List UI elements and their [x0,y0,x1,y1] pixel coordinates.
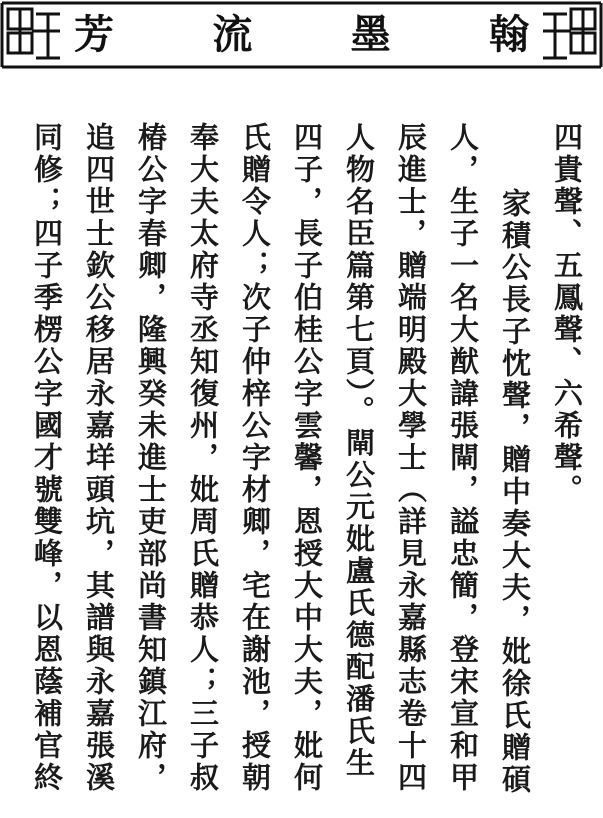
text-column-11: 同修；四子季楞公字國才號雙峰，以恩蔭補官終 [30,122,64,794]
text-column-5: 人物名臣篇第七頁）。閘公元妣盧氏德配潘氏生 [342,122,376,780]
text-column-2: 家積公長子忱聲，贈中奏大夫，妣徐氏贈碩 [498,188,532,796]
title-char-3: 墨 [350,11,391,58]
text-column-7: 氏贈令人；次子仲梓公字材卿，宅在謝池，授朝 [238,122,272,794]
text-column-4: 辰進士，贈端明殿大學士（詳見永嘉縣志卷十四 [394,122,428,794]
title-char-1: 芳 [74,11,114,58]
title-char-2: 流 [212,11,253,58]
text-column-1: 四貴聲、五鳳聲、六希聲。 [550,122,584,506]
text-column-8: 奉大夫太府寺丞知復州，妣周氏贈恭人；三子叔 [186,122,220,794]
text-column-3: 人，生子一名大猷諱張閘，謚忠簡，登宋宣和甲 [446,122,480,794]
text-column-6: 四子，長子伯桂公字雲馨，恩授大中大夫，妣何 [290,122,324,794]
text-column-9: 椿公字春卿，隆興癸未進士吏部尚書知鎮江府， [134,122,168,794]
text-column-10: 追四世士欽公移居永嘉垟頭坑，其譜與永嘉張溪 [82,122,116,794]
title-char-4: 翰 [488,11,529,58]
